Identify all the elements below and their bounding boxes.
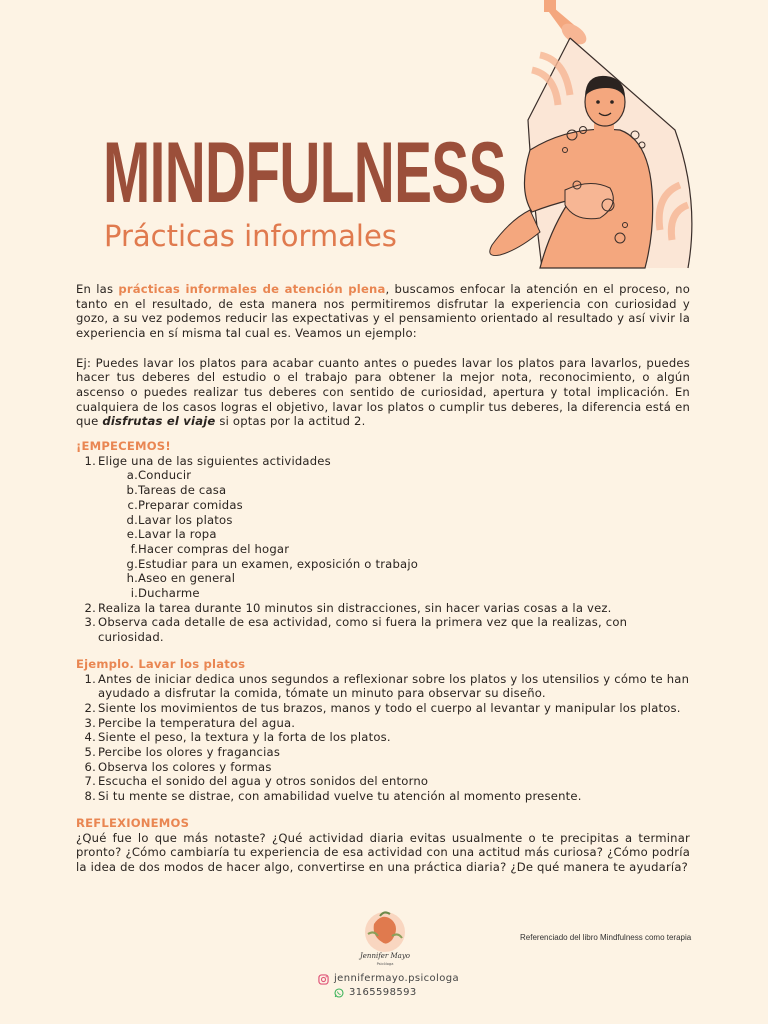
list-item: 8. Si tu mente se distrae, con amabilidad vuelve tu atención al momento presente. [84,789,582,804]
intro-text-end: , buscamos enfocar la atención en el proceso, no tanto en el resultado, de esta manera nos permitiremos disfrutar la experiencia con curiosidad y gozo, a su vez podemos reducir las expectativas y el pensamiento orientado al resultado y así vivir la experiencia en sí misma tal cual es. Veamos un ejemplo: [76,282,690,341]
logo-subtitle: Psicóloga [376,962,394,966]
intro-highlight: prácticas informales de atención plena [118,282,386,296]
shower-head-icon [544,0,590,49]
list-item-text: Siente los movimientos de tus brazos, manos y todo el cuerpo al levantar y manipular los platos. [98,700,681,715]
list-item: 5. Percibe los olores y fragancias [84,745,281,760]
list-item: 3. Observa cada detalle de esa actividad, como si fuera la primera vez que la realizas, con curiosidad. [84,615,628,645]
activity-item: f. Hacer compras del hogar [130,541,290,556]
list-item: 2. Realiza la tarea durante 10 minutos sin distracciones, sin hacer varias cosas a la vez. [84,600,612,615]
whatsapp-link[interactable] [318,986,459,1000]
page-subtitle: Prácticas informales [104,219,397,253]
list-item: 4. Siente el peso, la textura y la forta de los platos. [84,730,391,745]
activities-list [98,468,690,600]
activity-item: i. Ducharme [130,586,200,601]
activity-item: g. Estudiar para un examen, exposición o trabajo [126,556,419,571]
activity-item: c. Preparar comidas [127,497,243,512]
main-content [76,282,690,875]
list-item: 7. Escucha el sonido del agua y otros sonidos del entorno [84,774,429,789]
list-item-text: Siente el peso, la textura y la forta de los platos. [98,730,391,745]
section-title-start: ¡EMPECEMOS! [76,439,171,454]
social-links [318,972,459,1000]
intro-paragraph [76,282,690,341]
list-item-text: Si tu mente se distrae, con amabilidad vuelve tu atención al momento presente. [98,789,582,804]
activity-text: Conducir [138,468,192,483]
logo-name: Jennifer Mayo [359,952,411,960]
list-item-text: Percibe los olores y fragancias [98,745,281,760]
activity-text: Tareas de casa [138,483,227,498]
example-text-end: si optas por la actitud 2. [215,414,366,429]
activity-text: Ducharme [138,586,200,601]
instagram-handle: jennifermayo.psicologa [334,973,460,984]
activity-text: Lavar los platos [138,512,233,527]
activity-text: Lavar la ropa [138,527,217,542]
instagram-link[interactable] [318,972,459,986]
page-title: MINDFULNESS [103,125,506,221]
list-item-text: Realiza la tarea durante 10 minutos sin distracciones, sin hacer varias cosas a la vez. [98,600,612,615]
list-item: 2. Siente los movimientos de tus brazos, manos y todo el cuerpo al levantar y manipular los platos. [84,700,681,715]
reference-note: Referenciado del libro Mindfulness como terapia [520,933,692,942]
list-item: 1. Elige una de las siguientes actividades a. Conducir b. Tareas de casa c. Preparar comidas d. Lavar los platos e. Lavar la ropa f. Hacer compras del hogar g. Estudiar para un examen, exposición o trabajo h. Aseo en general i. Ducharme [76,454,690,601]
activity-text: Preparar comidas [138,497,243,512]
list-item: 6. Observa los colores y formas [84,759,272,774]
example-emphasis: disfrutas el viaje [102,414,216,429]
list-item: 3. Percibe la temperatura del agua. [84,715,296,730]
reflect-paragraph: ¿Qué fue lo que más notaste? ¿Qué actividad diaria evitas usualmente o te precipitas a terminar pronto? ¿Cómo cambiaría tu experiencia de esa actividad con una actitud más curiosa? ¿Cómo podría la idea de dos modos de hacer algo, convertirse en una práctica diaria? ¿De qué manera te ayudaría? [76,830,690,874]
list-item: 1. Antes de iniciar dedica unos segundos a reflexionar sobre los platos y los utensilios y cómo te han ayudado a disfrutar la comida, tómate un minuto para observar su diseño. [84,671,690,701]
activity-item: e. Lavar la ropa [126,527,217,542]
list-item-text: Escucha el sonido del agua y otros sonidos del entorno [98,774,429,789]
activity-text: Aseo en general [138,571,236,586]
activity-item: h. Aseo en general [126,571,236,586]
brand-logo [352,906,418,972]
intro-text-start: En las [76,282,119,296]
section-title-reflect: REFLEXIONEMOS [76,815,190,830]
whatsapp-icon [334,988,344,998]
activity-text: Estudiar para un examen, exposición o trabajo [138,556,419,571]
example-text-start: Ej: Puedes lavar los platos para acabar cuanto antes o puedes lavar los platos para lavarlos, puedes hacer tus deberes del estudio o el trabajo para obtener la mejor nota, reconocimiento, o algún ascenso o puedes realizar tus deberes con sentido de curiosidad, apertura y total implicación. En cualquiera de los casos logras el objetivo, lavar los platos o cumplir tus deberes, la diferencia está en que [76,355,690,429]
activity-item: d. Lavar los platos [126,512,233,527]
list-item-text: Observa cada detalle de esa actividad, como si fuera la primera vez que la realizas, con curiosidad. [98,615,628,645]
list-item-text: Elige una de las siguientes actividades [98,453,331,468]
activity-item: b. Tareas de casa [126,483,227,498]
list-item-text: Antes de iniciar dedica unos segundos a reflexionar sobre los platos y los utensilios y cómo te han ayudado a disfrutar la comida, tómate un minuto para observar su diseño. [98,671,690,701]
activity-item: a. Conducir [126,468,192,483]
instagram-icon [318,974,329,985]
activity-text: Hacer compras del hogar [138,541,290,556]
list-item-text: Observa los colores y formas [98,759,272,774]
phone-number: 3165598593 [349,987,417,998]
start-steps-list [76,454,690,645]
dishes-steps-list [76,672,690,804]
section-title-dishes: Ejemplo. Lavar los platos [76,656,246,671]
example-paragraph [76,356,690,430]
list-item-text: Percibe la temperatura del agua. [98,715,296,730]
